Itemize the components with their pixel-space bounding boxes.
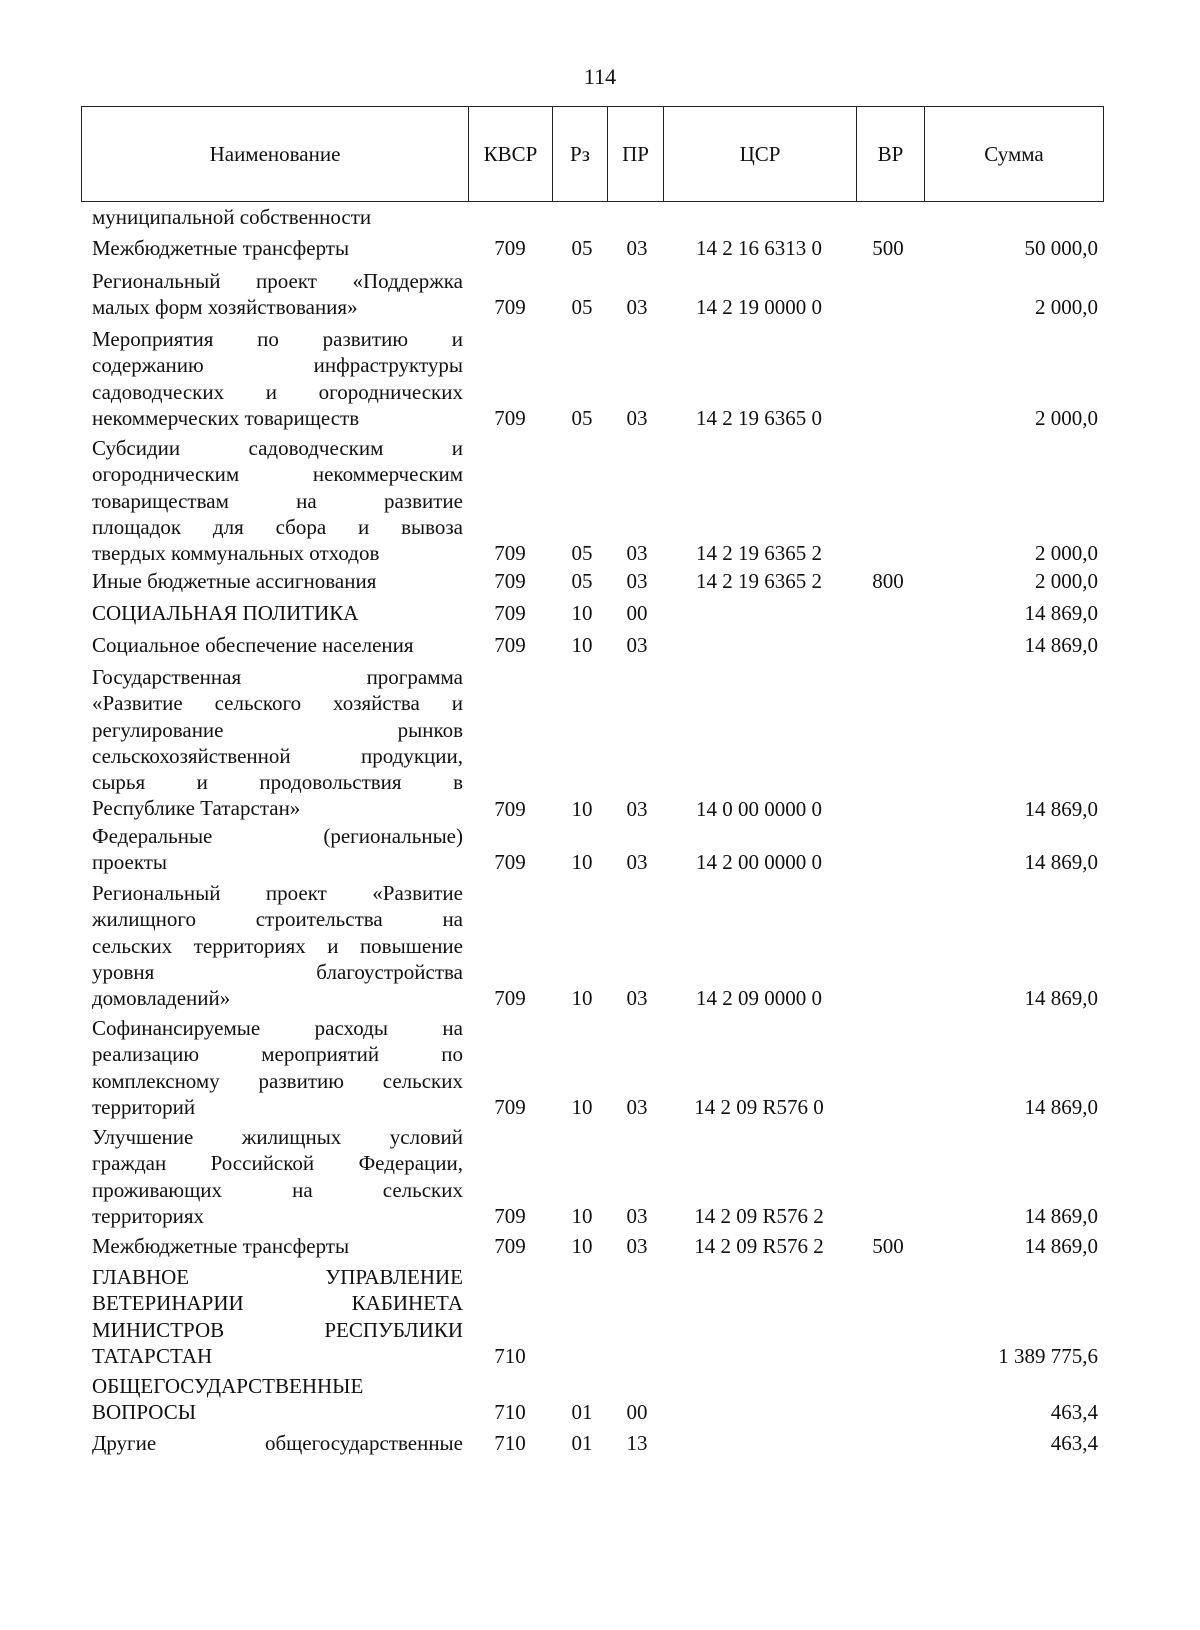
row-name-line: Улучшение жилищных условий [92,1125,463,1149]
row-rz: 10 [571,601,593,625]
row-name-line: Федеральные (региональные) [92,824,463,848]
row-kvsr: 709 [494,633,526,657]
row-rz: 05 [571,405,593,430]
row-name-line: содержанию инфраструктуры [92,353,463,378]
row-name-line: твердых коммунальных отходов [92,541,380,566]
row-name-line: Региональный проект «Развитие [92,881,463,905]
row-kvsr: 710 [494,1400,526,1425]
row-pr: 13 [626,1431,648,1455]
row-name-line: ГЛАВНОЕ УПРАВЛЕНИЕ [92,1265,463,1289]
row-name-line: ВЕТЕРИНАРИИ КАБИНЕТА [92,1291,463,1316]
row-name-line: жилищного строительства на [92,907,463,932]
column-header-vr: ВР [857,107,925,202]
row-rz: 01 [571,1431,593,1455]
row-sum: 14 869,0 [1024,796,1098,821]
row-name-line: домовладений» [92,986,231,1011]
row-pr: 03 [626,850,648,875]
row-name-line: Мероприятия по развитию и [92,327,463,351]
row-csr: 14 0 00 0000 0 [696,796,822,821]
row-csr: 14 2 09 R576 2 [694,1203,824,1228]
row-name [92,632,463,658]
row-name-line: территорий [92,1094,196,1119]
row-name-line: регулирование рынков [92,717,463,742]
row-name-line: Межбюджетные трансферты [92,1234,350,1258]
row-sum: 463,4 [1050,1400,1098,1425]
row-pr: 03 [626,1203,648,1228]
row-kvsr: 709 [494,1203,526,1228]
row-kvsr: 709 [494,405,526,430]
row-name [92,823,463,876]
row-sum: 2 000,0 [1035,405,1098,430]
row-name-line: Межбюджетные трансферты [92,236,350,260]
row-kvsr: 710 [494,1343,526,1368]
row-rz: 05 [571,541,593,566]
row-rz: 10 [571,796,593,821]
row-name-line: сельских территориях и повышение [92,933,463,958]
row-name [92,435,463,566]
row-pr: 03 [626,569,648,593]
row-rz: 10 [571,1094,593,1119]
row-sum: 1 389 775,6 [998,1343,1098,1368]
row-csr: 14 2 19 6365 2 [696,541,822,566]
row-name-line: СОЦИАЛЬНАЯ ПОЛИТИКА [92,601,359,625]
row-name-line: комплексному развитию сельских [92,1068,463,1093]
row-sum: 2 000,0 [1035,569,1098,593]
row-name-line: МИНИСТРОВ РЕСПУБЛИКИ [92,1317,463,1342]
row-sum: 14 869,0 [1024,1234,1098,1258]
row-name [92,1373,463,1426]
column-header-csr: ЦСР [664,107,857,202]
row-name [92,568,463,594]
row-rz: 10 [571,850,593,875]
row-name-line: Региональный проект «Поддержка [92,269,463,293]
row-sum: 14 869,0 [1024,633,1098,657]
row-pr: 03 [626,405,648,430]
row-kvsr: 709 [494,850,526,875]
row-name [92,880,463,1011]
column-header-pr: ПР [608,107,664,202]
row-name-line: муниципальной собственности [92,205,372,229]
row-name-line: ВОПРОСЫ [92,1400,197,1425]
row-rz: 05 [571,295,593,320]
row-name [92,664,463,822]
row-pr: 03 [626,541,648,566]
row-name [92,1264,463,1369]
row-name-line: огородническим некоммерческим [92,462,463,487]
row-pr: 03 [626,295,648,320]
row-name-line: сельскохозяйственной продукции, [92,743,463,768]
row-name-line: Республике Татарстан» [92,796,301,821]
row-name-line: Субсидии садоводческим и [92,436,463,460]
row-vr: 500 [872,236,904,260]
column-header-kvsr: КВСР [469,107,553,202]
row-pr: 00 [626,601,648,625]
row-pr: 00 [626,1400,648,1425]
row-name-line: «Развитие сельского хозяйства и [92,691,463,716]
row-csr: 14 2 09 R576 0 [694,1094,824,1119]
row-csr: 14 2 16 6313 0 [696,236,822,260]
row-name [92,204,463,230]
row-rz: 10 [571,1234,593,1258]
row-name [92,600,463,626]
row-rz: 05 [571,236,593,260]
row-name-line: Социальное обеспечение населения [92,633,414,657]
row-name-line: площадок для сбора и вывоза [92,514,463,539]
row-rz: 10 [571,986,593,1011]
row-rz: 01 [571,1400,593,1425]
row-name-line: реализацию мероприятий по [92,1042,463,1067]
row-name [92,1233,463,1259]
row-csr: 14 2 19 6365 2 [696,569,822,593]
row-name-line: Государственная программа [92,665,463,689]
row-kvsr: 709 [494,541,526,566]
row-kvsr: 709 [494,796,526,821]
row-pr: 03 [626,1094,648,1119]
row-kvsr: 709 [494,601,526,625]
row-csr: 14 2 00 0000 0 [696,850,822,875]
row-kvsr: 710 [494,1431,526,1455]
row-name-line: граждан Российской Федерации, [92,1151,463,1176]
row-name [92,268,463,321]
row-name [92,235,463,261]
row-pr: 03 [626,1234,648,1258]
row-kvsr: 709 [494,986,526,1011]
row-sum: 2 000,0 [1035,295,1098,320]
row-name [92,326,463,431]
row-sum: 2 000,0 [1035,541,1098,566]
row-rz: 10 [571,633,593,657]
row-name [92,1015,463,1120]
row-kvsr: 709 [494,295,526,320]
row-name-line: проекты [92,850,168,875]
row-name-line: товариществам на развитие [92,488,463,513]
row-name-line: Иные бюджетные ассигнования [92,569,377,593]
row-pr: 03 [626,236,648,260]
row-vr: 500 [872,1234,904,1258]
row-vr: 800 [872,569,904,593]
row-pr: 03 [626,796,648,821]
row-name-line: сырья и продовольствия в [92,770,463,795]
row-name-line: Софинансируемые расходы на [92,1016,463,1040]
column-header-sum: Сумма [925,107,1104,202]
row-csr: 14 2 19 0000 0 [696,295,822,320]
row-csr: 14 2 09 0000 0 [696,986,822,1011]
row-sum: 14 869,0 [1024,601,1098,625]
row-kvsr: 709 [494,1094,526,1119]
row-sum: 14 869,0 [1024,986,1098,1011]
column-header-rz: Рз [553,107,608,202]
row-csr: 14 2 19 6365 0 [696,405,822,430]
row-sum: 50 000,0 [1024,236,1098,260]
row-name-line: проживающих на сельских [92,1177,463,1202]
row-kvsr: 709 [494,569,526,593]
row-name-line: Другие общегосударственные [92,1431,463,1455]
row-name-line: территориях [92,1203,205,1228]
column-header-name: Наименование [82,107,469,202]
row-name [92,1430,463,1456]
table-header [81,106,1104,202]
row-csr: 14 2 09 R576 2 [694,1234,824,1258]
row-kvsr: 709 [494,1234,526,1258]
row-kvsr: 709 [494,236,526,260]
row-name-line: ОБЩЕГОСУДАРСТВЕННЫЕ [92,1374,364,1398]
row-name-line: малых форм хозяйствования» [92,295,358,320]
row-name-line: садоводческих и огороднических [92,379,463,404]
row-rz: 05 [571,569,593,593]
row-rz: 10 [571,1203,593,1228]
row-sum: 14 869,0 [1024,850,1098,875]
row-sum: 14 869,0 [1024,1094,1098,1119]
row-name-line: уровня благоустройства [92,959,463,984]
row-pr: 03 [626,986,648,1011]
row-name-line: ТАТАРСТАН [92,1343,213,1368]
row-sum: 463,4 [1050,1431,1098,1455]
page-number: 114 [583,64,617,89]
row-sum: 14 869,0 [1024,1203,1098,1228]
row-name-line: некоммерческих товариществ [92,405,360,430]
row-pr: 03 [626,633,648,657]
row-name [92,1124,463,1229]
